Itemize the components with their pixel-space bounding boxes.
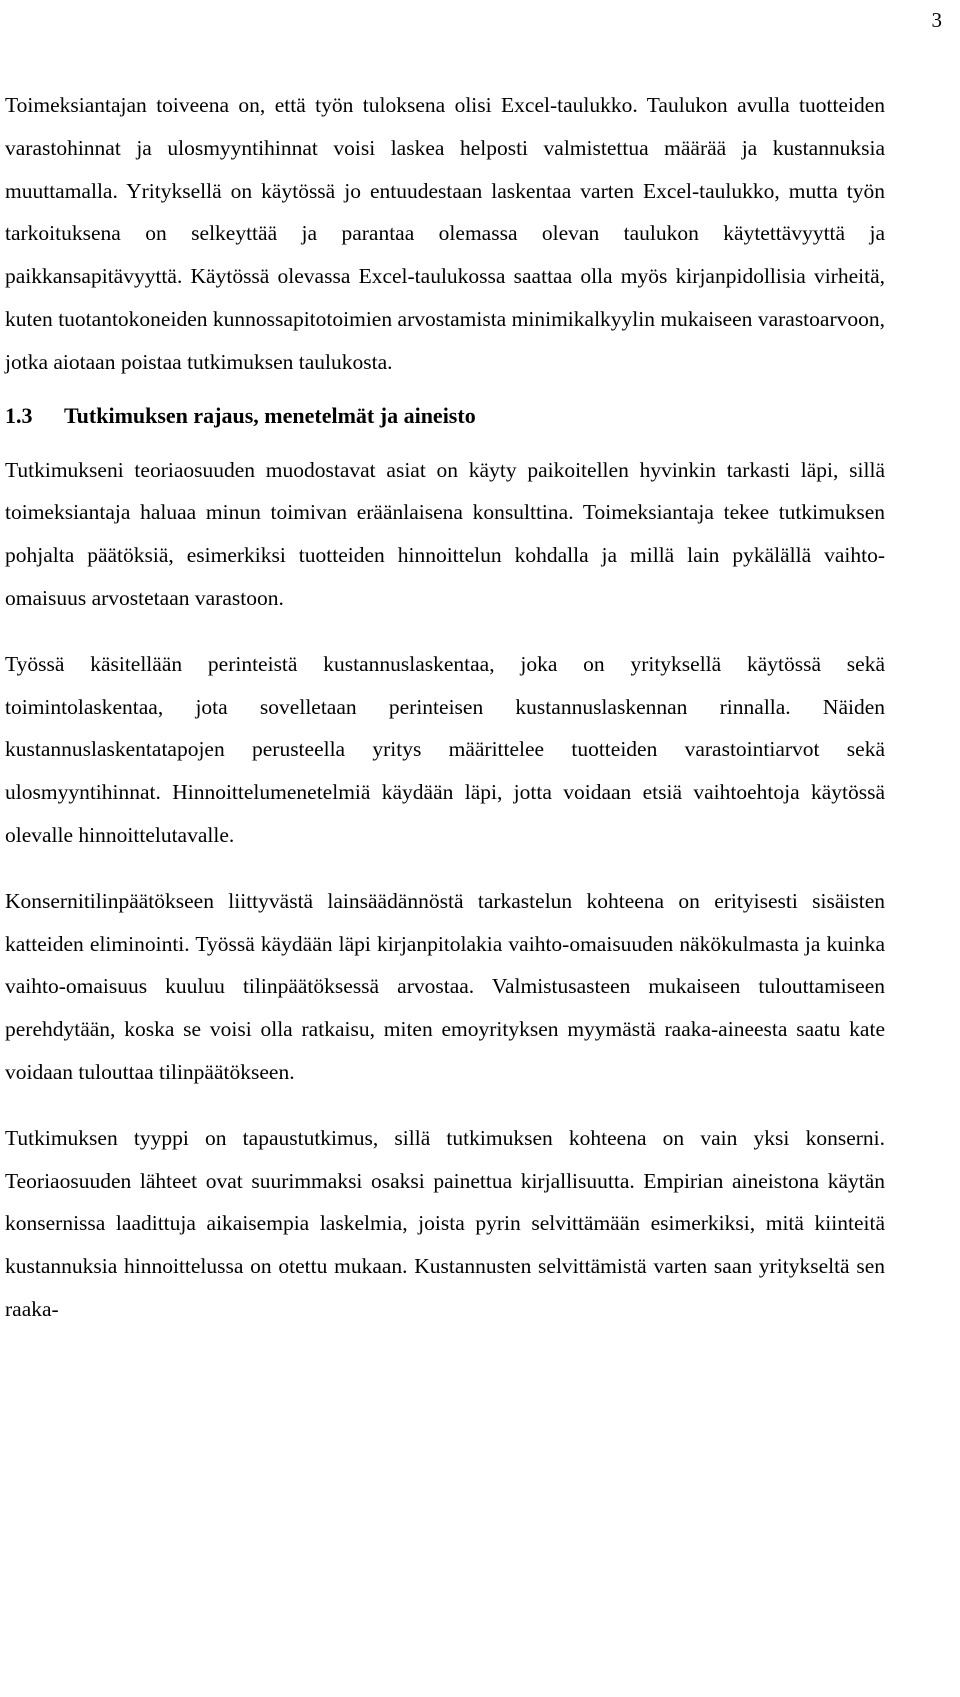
section-title: Tutkimuksen rajaus, menetelmät ja aineisto [64,402,476,428]
section-number: 1.3 [5,402,33,428]
document-body [5,84,885,1331]
page-number: 3 [931,8,942,32]
section-heading [5,395,885,437]
paragraph-consolidation: Konsernitilinpäätökseen liittyvästä lainsäädännöstä tarkastelun kohteena on erityisesti sisäisten katteiden eliminointi. Työssä käydään läpi kirjanpitolakia vaihto-omaisuuden näkökulmasta ja kuinka vaihto-omaisuus kuuluu tilinpäätöksessä arvostaa. Valmistusasteen mukaiseen tulouttamiseen perehdytään, koska se voisi olla ratkaisu, miten emoyrityksen myymästä raaka-aineesta saatu kate voidaan tulouttaa tilinpäätökseen. [5,888,885,1084]
paragraph-theory: Tutkimukseni teoriaosuuden muodostavat asiat on käyty paikoitellen hyvinkin tarkasti läpi, sillä toimeksiantaja haluaa minun toimivan eräänlaisena konsulttina. Toimeksiantaja tekee tutkimuksen pohjalta päätöksiä, esimerkiksi tuotteiden hinnoittelun kohdalla ja millä lain pykälällä vaihto-omaisuus arvostetaan varastoon. [5,457,885,610]
paragraph-method: Tutkimuksen tyyppi on tapaustutkimus, sillä tutkimuksen kohteena on vain yksi konserni. Teoriaosuuden lähteet ovat suurimmaksi osaksi painettua kirjallisuutta. Empirian aineistona käytän konsernissa laadittuja aikaisempia laskelmia, joista pyrin selvittämään esimerkiksi, mitä kiinteitä kustannuksia hinnoittelussa on otettu mukaan. Kustannusten selvittämistä varten saan yritykseltä sen raaka- [5,1125,885,1321]
paragraph-intro: Toimeksiantajan toiveena on, että työn tuloksena olisi Excel-taulukko. Taulukon avulla tuotteiden varastohinnat ja ulosmyyntihinnat voisi laskea helposti valmistettua määrää ja kustannuksia muuttamalla. Yrityksellä on käytössä jo entuudestaan laskentaa varten Excel-taulukko, mutta työn tarkoituksena on selkeyttää ja parantaa olemassa olevan taulukon käytettävyyttä ja paikkansapitävyyttä. Käytössä olevassa Excel-taulukossa saattaa olla myös kirjanpidollisia virheitä, kuten tuotantokoneiden kunnossapitotoimien arvostamista minimikalkyylin mukaiseen varastoarvoon, jotka aiotaan poistaa tutkimuksen taulukosta. [5,93,885,374]
paragraph-cost-accounting: Työssä käsitellään perinteistä kustannuslaskentaa, joka on yrityksellä käytössä sekä toimintolaskentaa, jota sovelletaan perinteisen kustannuslaskennan rinnalla. Näiden kustannuslaskentatapojen perusteella yritys määrittelee tuotteiden varastointiarvot sekä ulosmyyntihinnat. Hinnoittelumenetelmiä käydään läpi, jotta voidaan etsiä vaihtoehtoja käytössä olevalle hinnoittelutavalle. [5,651,885,847]
